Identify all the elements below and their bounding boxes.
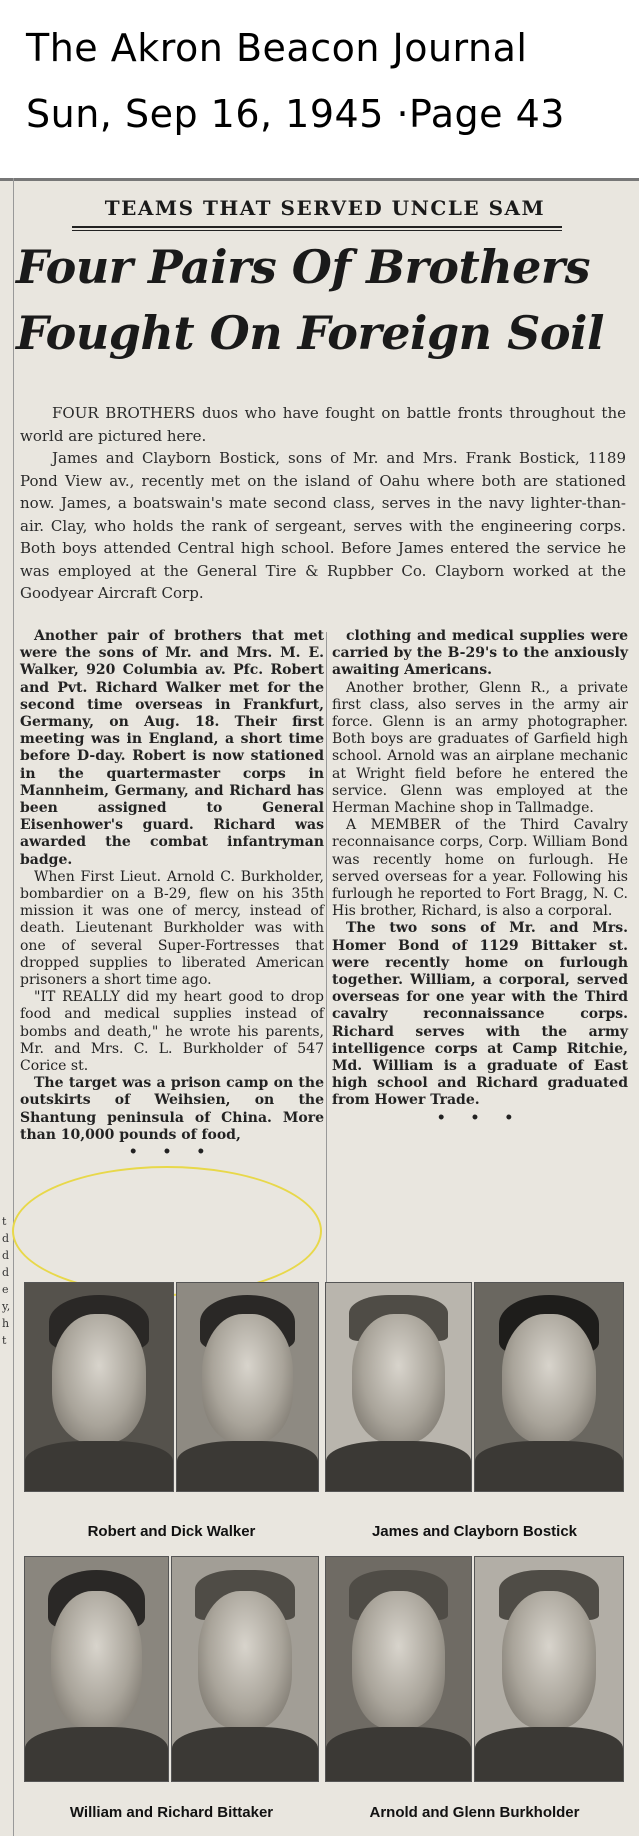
photo-caption: William and Richard Bittaker: [69, 1804, 274, 1821]
publication-date: Sun, Sep 16, 1945 ·Page 43: [26, 92, 565, 136]
lead-paragraph: FOUR BROTHERS duos who have fought on battle fronts throughout the world are pictured here.: [20, 404, 626, 445]
portrait-photo: [171, 1556, 319, 1782]
portrait-photo: [474, 1556, 624, 1782]
highlight-ellipse: [12, 1166, 322, 1296]
edge-fragment: h: [2, 1317, 10, 1330]
edge-fragment: d: [2, 1232, 10, 1245]
column-paragraph: Another pair of brothers that met were the sons of Mr. and Mrs. M. E. Walker, 920 Columbia av. Pfc. Robert and Pvt. Richard Walker met for the second time overseas in Frankfurt, Germany, on Aug. 18. Their first meeting was in England, a short time before D-day. Robert is now stationed in the quartermaster corps in Mannheim, Germany, and Richard has been assigned to General Eisenhower's guard. Richard was awarded the combat infantryman badge.: [20, 628, 324, 868]
column-paragraph: The two sons of Mr. and Mrs. Homer Bond of 1129 Bittaker st. were recently home on furlough together. William, a corporal, served overseas for one year with the Third cavalry reconnaissance corps. Richard serves with the army intelligence corps at Camp Ritchie, Md. William is a graduate of East high school and Richard graduated from Hower Trade.: [332, 920, 628, 1109]
portrait-photo: [474, 1282, 624, 1492]
portrait-photo: [325, 1282, 472, 1492]
column-paragraph: When First Lieut. Arnold C. Burkholder, bombardier on a B-29, flew on his 35th mission it was one of mercy, instead of death. Lieutenant Burkholder was with one of several Super-Fortresses that dropped supplies to liberated American prisoners a short time ago.: [20, 868, 324, 989]
edge-fragment: d: [2, 1266, 10, 1279]
photo-caption: Robert and Dick Walker: [87, 1523, 256, 1540]
newspaper-title: The Akron Beacon Journal: [26, 26, 528, 70]
kicker-underline: [72, 226, 562, 228]
section-dots: • • •: [128, 1144, 216, 1161]
column-paragraph: "IT REALLY did my heart good to drop food and medical supplies instead of bombs and death," he wrote his parents, Mr. and Mrs. C. L. Burkholder of 547 Corice st.: [20, 989, 324, 1075]
edge-fragment: t: [2, 1334, 7, 1347]
column-paragraph: The target was a prison camp on the outskirts of Weihsien, on the Shantung peninsula of China. More than 10,000 pounds of food,: [20, 1075, 324, 1143]
headline-line-1: Four Pairs Of Brothers: [16, 240, 591, 294]
photo-caption: James and Clayborn Bostick: [371, 1523, 578, 1540]
column-paragraph: Another brother, Glenn R., a private first class, also serves in the army air force. Glenn is an army photographer. Both boys are graduates of Garfield high school. Arnold was an airplane mechanic at Wright field before he entered the service. Glenn was employed at the Herman Machine shop in Tallmadge.: [332, 679, 628, 817]
section-dots: • • •: [436, 1109, 524, 1126]
portrait-photo: [325, 1556, 472, 1782]
kicker-heading: TEAMS THAT SERVED UNCLE SAM: [104, 196, 546, 220]
column-rule: [13, 178, 14, 1836]
lead-paragraph: James and Clayborn Bostick, sons of Mr. and Mrs. Frank Bostick, 1189 Pond View av., recently met on the island of Oahu where both are stationed now. James, a boatswain's mate second class, serves in the navy lighter-than-air. Clay, who holds the rank of sergeant, serves with the engineering corps. Both boys attended Central high school. Before James entered the service he was employed at the General Tire & Rupbber Co. Clayborn worked at the Goodyear Aircraft Corp.: [20, 449, 626, 602]
right-column: [332, 628, 628, 1127]
column-paragraph: A MEMBER of the Third Cavalry reconnaisance corps, Corp. William Bond was recently home on furlough. He served overseas for a year. Following his furlough he reported to Fort Bragg, N. C. His brother, Richard, is also a corporal.: [332, 817, 628, 920]
newspaper-clipping: [0, 178, 639, 1836]
edge-fragment: d: [2, 1249, 10, 1262]
edge-fragment: y,: [2, 1300, 11, 1313]
edge-fragment: t: [2, 1215, 7, 1228]
portrait-photo: [24, 1556, 169, 1782]
lead-text: [20, 402, 626, 605]
column-paragraph: clothing and medical supplies were carried by the B-29's to the anxiously awaiting Americans.: [332, 628, 628, 679]
headline-line-2: Fought On Foreign Soil: [16, 306, 604, 360]
kicker-underline: [72, 230, 562, 231]
photo-caption: Arnold and Glenn Burkholder: [369, 1804, 580, 1821]
left-column: [20, 628, 324, 1161]
portrait-photo: [176, 1282, 319, 1492]
adjacent-column-edge: [0, 178, 14, 1836]
edge-fragment: e: [2, 1283, 9, 1296]
portrait-photo: [24, 1282, 174, 1492]
